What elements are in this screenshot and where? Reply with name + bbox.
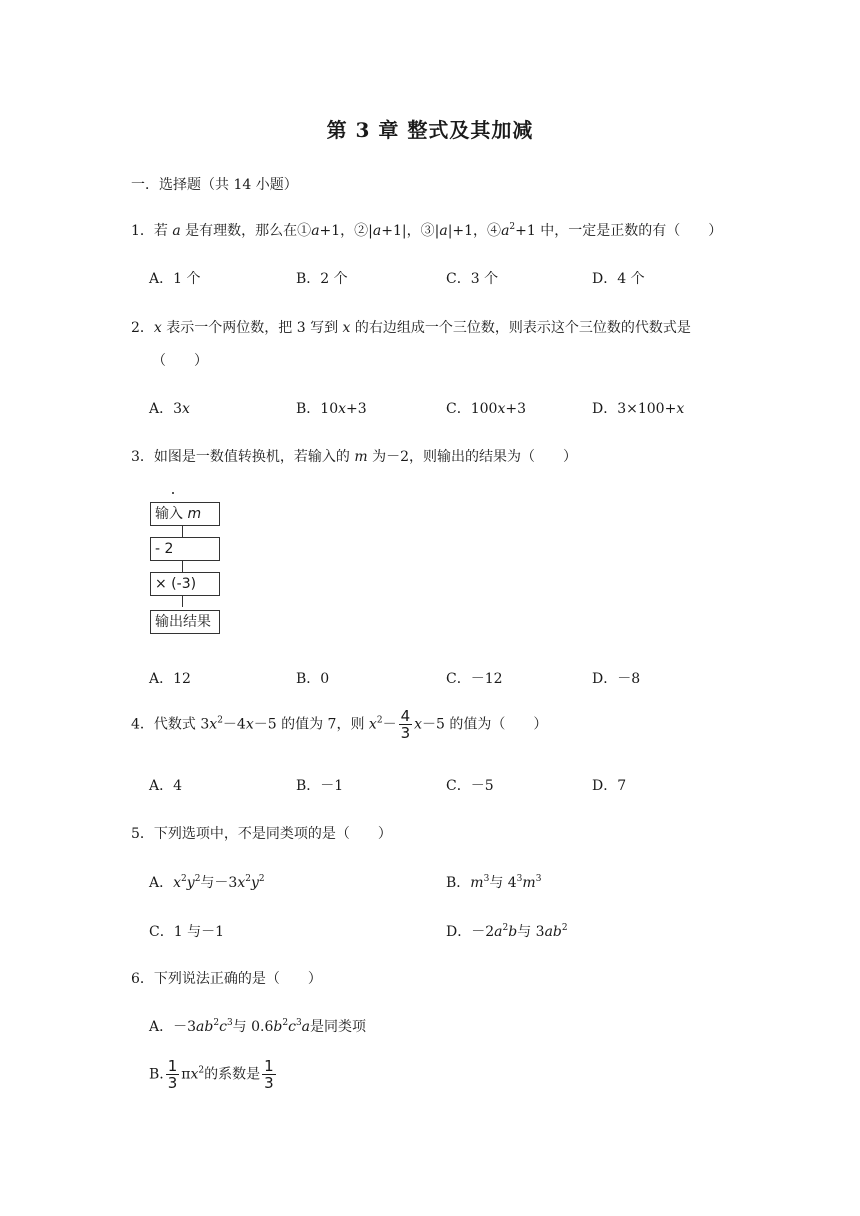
option-b: B. $\frac{1}{3}$ $\pi x^2$的系数是 $\frac{1}{3}$ bbox=[149, 1057, 274, 1092]
question-6: 6．下列说法正确的是（ ） bbox=[131, 971, 322, 987]
question-2: 2．x 表示一个两位数，把 3 写到 x 的右边组成一个三位数，则表示这个三位数的代数式是 bbox=[131, 320, 691, 336]
option-c: C．100x+3 bbox=[446, 401, 526, 417]
fraction: $\frac{1}{3}$ bbox=[264, 1057, 274, 1092]
fraction: $\frac{1}{3}$ bbox=[167, 1057, 178, 1092]
option-c: C．1 与－1 bbox=[149, 924, 224, 940]
flow-connector bbox=[182, 526, 183, 537]
section-heading: 一．选择题（共 14 小题） bbox=[131, 177, 298, 193]
option-b: B．0 bbox=[296, 671, 330, 687]
option-a: A．1 个 bbox=[149, 271, 201, 287]
option-b: B．－1 bbox=[296, 778, 344, 794]
option-c: C．－12 bbox=[446, 671, 503, 687]
stray-dot bbox=[172, 492, 174, 494]
option-d: D．3×100+x bbox=[592, 401, 685, 417]
option-d: D．－8 bbox=[592, 671, 641, 687]
flow-box-output: 输出结果 bbox=[150, 610, 220, 634]
option-d: D．4 个 bbox=[592, 271, 645, 287]
option-b: B．10x+3 bbox=[296, 401, 367, 417]
flow-box-input: 输入 m bbox=[150, 502, 220, 526]
option-b: B．2 个 bbox=[296, 271, 348, 287]
flow-box-minus-2: - 2 bbox=[150, 537, 220, 561]
question-number: 2． bbox=[131, 320, 154, 336]
page-title: 第 3 章 整式及其加减 bbox=[326, 118, 534, 142]
flow-connector bbox=[182, 596, 183, 607]
option-a: A．3x bbox=[149, 401, 190, 417]
question-number: 4． bbox=[131, 716, 154, 733]
question-number: 5． bbox=[131, 826, 154, 842]
flow-connector bbox=[182, 561, 183, 572]
option-c: C．－5 bbox=[446, 778, 494, 794]
question-1: 1．若 a 是有理数，那么在①a+1，②|a+1|，③|a|+1，$④a^2+1$ 中，一定是正数的有（ ） bbox=[131, 222, 723, 239]
option-a: A．$-3ab^2c^3$与 $0.6b^2c^3a$是同类项 bbox=[149, 1018, 367, 1035]
flowchart-diagram bbox=[148, 492, 228, 642]
fraction: $\frac{4}{3}$ bbox=[400, 707, 411, 742]
question-5: 5．下列选项中，不是同类项的是（ ） bbox=[131, 826, 392, 842]
question-4: 4．代数式 $3x^2-4x-5$ 的值为 7，则 $x^2-$ $\frac{4}{3}$ x－5 的值为（ ） bbox=[131, 707, 548, 742]
option-a: A．4 bbox=[149, 778, 183, 794]
question-number: 3． bbox=[131, 449, 154, 465]
flow-box-times-neg3: × (-3) bbox=[150, 572, 220, 596]
option-c: C．3 个 bbox=[446, 271, 499, 287]
option-d: D．7 bbox=[592, 778, 627, 794]
question-number: 6． bbox=[131, 971, 154, 987]
question-number: 1． bbox=[131, 223, 154, 239]
question-3: 3．如图是一数值转换机，若输入的 m 为－2，则输出的结果为（ ） bbox=[131, 449, 578, 465]
option-b: B．$m^3$与 $4^3m^3$ bbox=[446, 874, 542, 891]
option-a: A．12 bbox=[149, 671, 191, 687]
question-2-answer-blank: （ ） bbox=[152, 353, 208, 369]
option-d: D．$-2a^2b$与 $3ab^2$ bbox=[446, 923, 568, 940]
option-a: A．$x^2y^2$与$-3x^2y^2$ bbox=[149, 874, 265, 891]
